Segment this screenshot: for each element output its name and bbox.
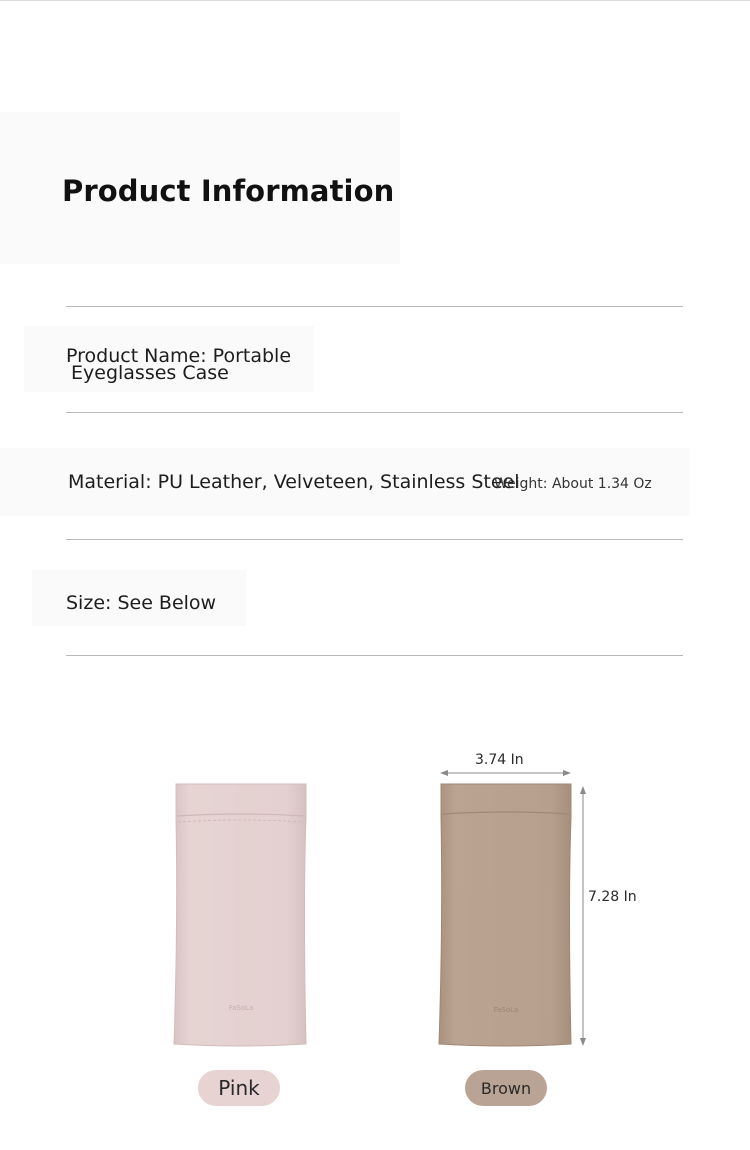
size-text: Size: See Below bbox=[66, 592, 217, 614]
weight-text: Weight: About 1.34 Oz bbox=[494, 476, 652, 492]
variant-pink-label: Pink bbox=[198, 1070, 280, 1106]
product-name-line1: Product Name: Portable bbox=[66, 345, 292, 367]
width-dimension-label: 3.74 In bbox=[475, 752, 524, 768]
page-title: Product Information bbox=[62, 174, 395, 208]
variant-brown-label: Brown bbox=[465, 1070, 547, 1106]
material-text: Material: PU Leather, Velveteen, Stainless Steel bbox=[68, 471, 520, 493]
product-name-line2: Eyeglasses Case bbox=[71, 362, 229, 384]
height-dimension-label: 7.28 In bbox=[588, 889, 637, 905]
svg-text:FaSoLa: FaSoLa bbox=[493, 1006, 519, 1014]
svg-text:FaSoLa: FaSoLa bbox=[228, 1004, 254, 1012]
